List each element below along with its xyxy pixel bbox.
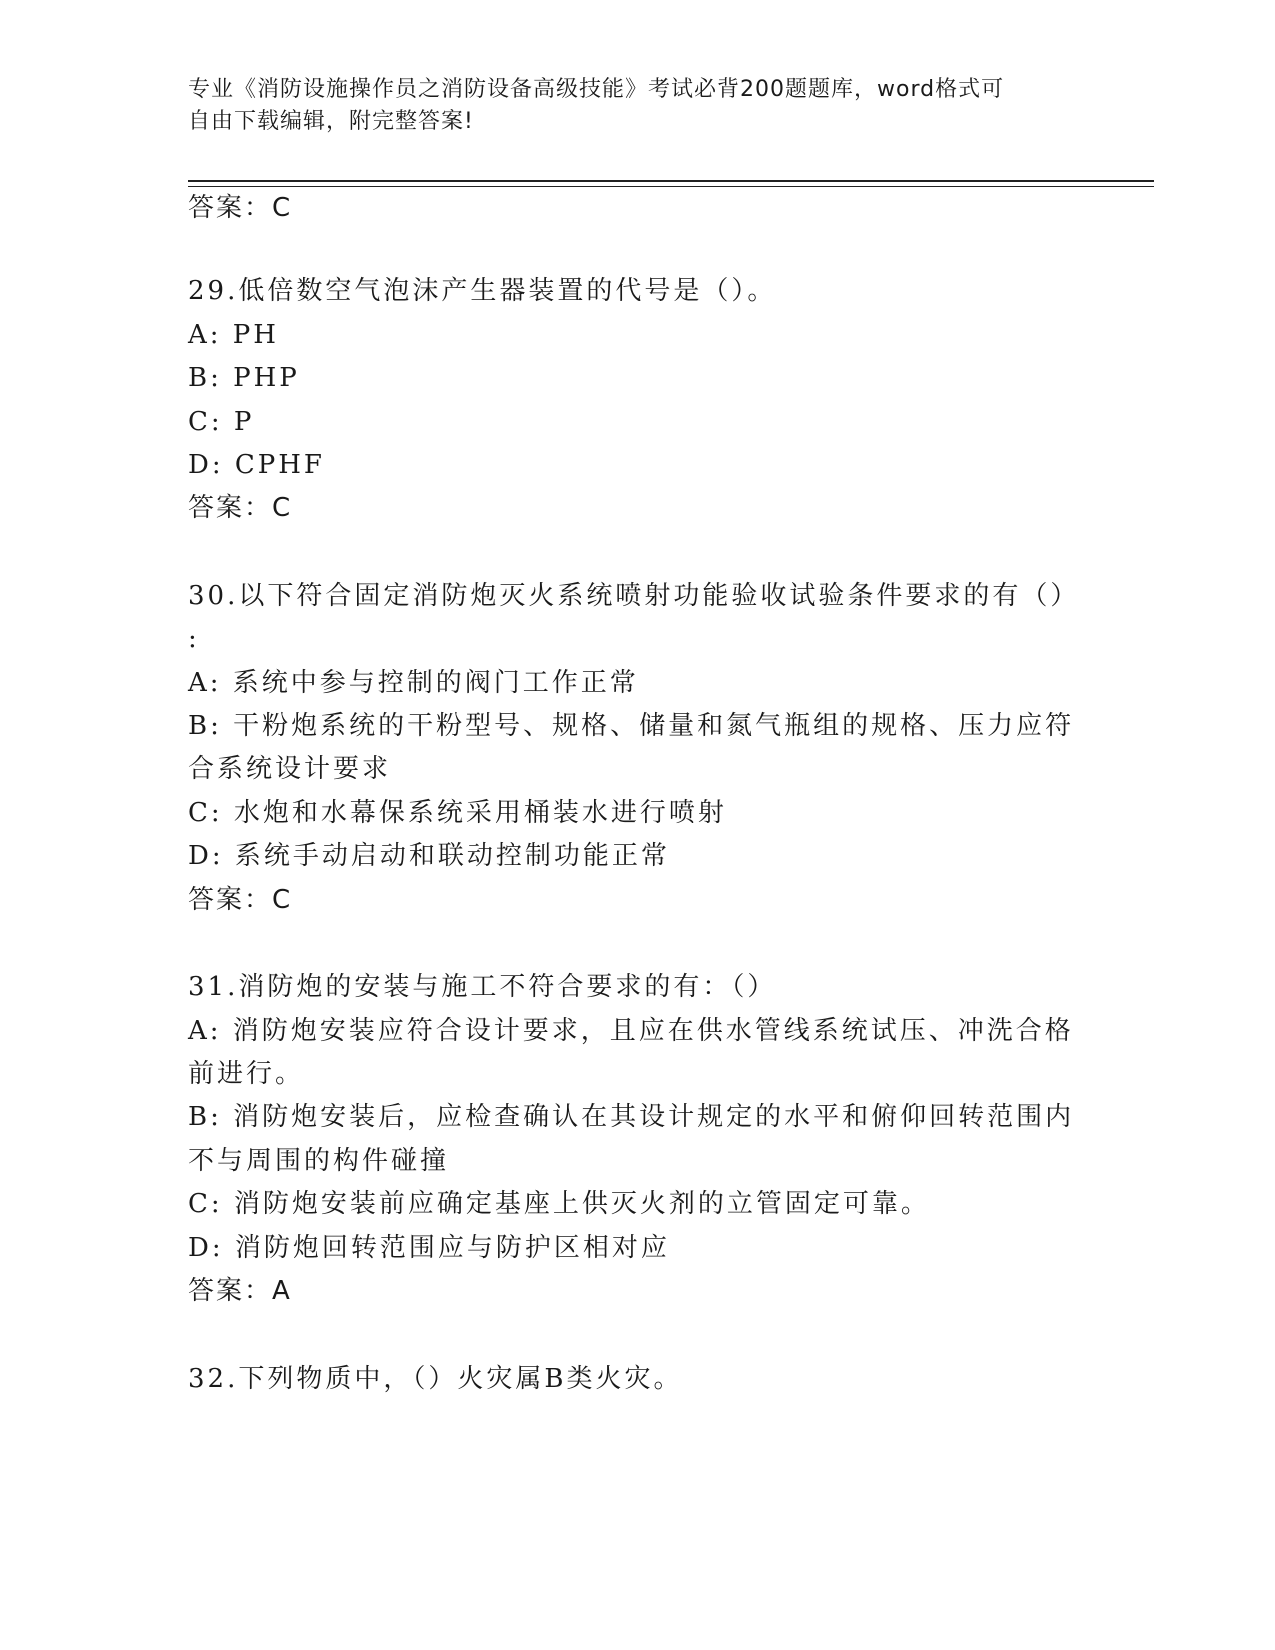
- question-32: 32.下列物质中，（）火灾属B类火灾。: [188, 1364, 683, 1394]
- header-line-1: 专业《消防设施操作员之消防设备高级技能》考试必背200题题库，word格式可: [188, 77, 1005, 102]
- q30-option-c: C: 水炮和水幕保系统采用桶装水进行喷射: [188, 798, 727, 828]
- header-rule-thick: [188, 180, 1154, 182]
- q31-option-b-line-2: 不与周围的构件碰撞: [188, 1146, 450, 1176]
- question-31: 31.消防炮的安装与施工不符合要求的有：（）: [188, 972, 777, 1002]
- question-30-line-2: :: [188, 624, 200, 654]
- q29-option-a: A: PH: [188, 320, 279, 350]
- q29-answer: 答案：C: [188, 493, 293, 523]
- q30-option-d: D: 系统手动启动和联动控制功能正常: [188, 841, 670, 871]
- q30-option-a: A: 系统中参与控制的阀门工作正常: [188, 668, 639, 698]
- q30-option-b-line-1: B: 干粉炮系统的干粉型号、规格、储量和氮气瓶组的规格、压力应符: [188, 711, 1075, 741]
- q31-option-c: C: 消防炮安装前应确定基座上供灭火剂的立管固定可靠。: [188, 1189, 930, 1219]
- answer-prev: 答案：C: [188, 193, 293, 223]
- q31-option-a-line-2: 前进行。: [188, 1059, 305, 1089]
- q30-answer: 答案：C: [188, 885, 293, 915]
- q29-option-b: B: PHP: [188, 363, 300, 393]
- question-30-line-1: 30.以下符合固定消防炮灭火系统喷射功能验收试验条件要求的有（）: [188, 581, 1080, 611]
- q31-answer: 答案：A: [188, 1276, 292, 1306]
- q31-option-b-line-1: B: 消防炮安装后，应检查确认在其设计规定的水平和俯仰回转范围内: [188, 1102, 1075, 1132]
- header-line-2: 自由下载编辑，附完整答案!: [188, 109, 474, 134]
- header-rule-thin: [188, 186, 1154, 187]
- question-29: 29.低倍数空气泡沫产生器装置的代号是（）。: [188, 276, 777, 306]
- q29-option-d: D: CPHF: [188, 450, 325, 480]
- q29-option-c: C: P: [188, 407, 255, 437]
- document-header: [188, 74, 1068, 138]
- q30-option-b-line-2: 合系统设计要求: [188, 754, 392, 784]
- q31-option-d: D: 消防炮回转范围应与防护区相对应: [188, 1233, 670, 1263]
- q31-option-a-line-1: A: 消防炮安装应符合设计要求，且应在供水管线系统试压、冲洗合格: [188, 1016, 1074, 1046]
